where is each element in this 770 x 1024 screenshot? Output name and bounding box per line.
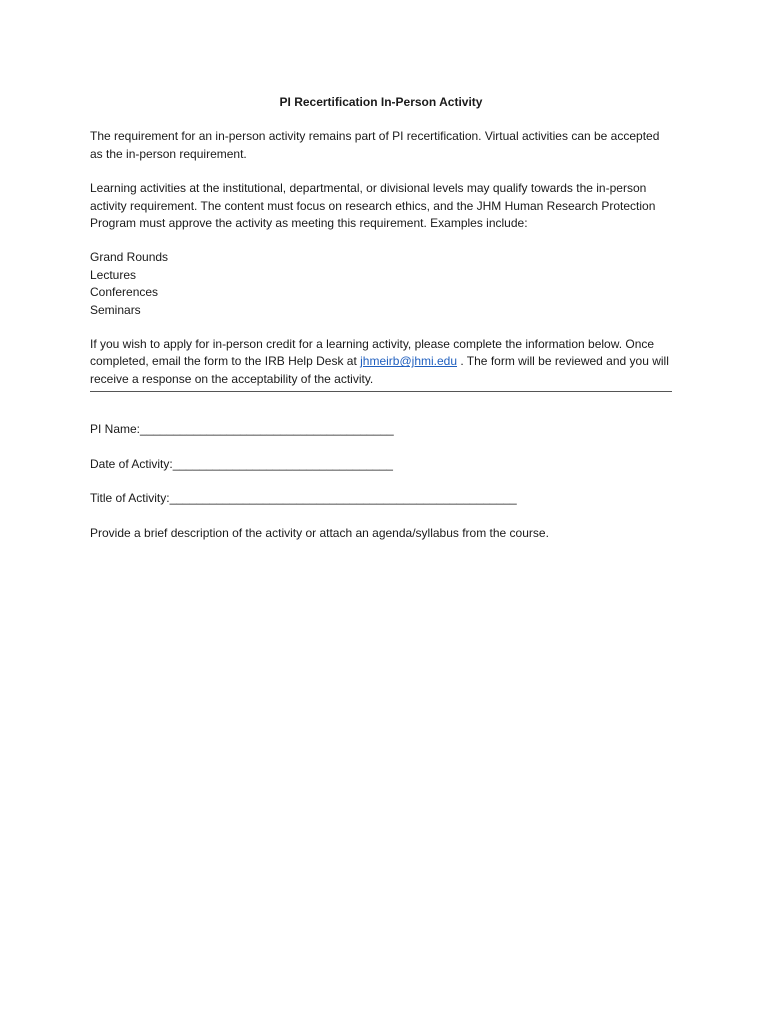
examples-list [90,249,672,319]
date-of-activity-field[interactable]: Date of Activity:_________________________________ [90,456,393,471]
paragraph-apply-instructions [90,336,672,388]
paragraph-learning-activities: Learning activities at the institutional, departmental, or divisional levels may qualify towards the in-person activity requirement. The content must focus on research ethics, and the JHM Human Research Protection Program must approve the activity as meeting this requirement. Examples include: [90,181,656,231]
list-item: Grand Rounds [90,250,169,265]
apply-text-after: . The form will be reviewed and you will receive a response on the acceptability of the activity. [90,354,669,386]
document-title: PI Recertification In-Person Activity [279,95,483,109]
list-item: Lectures [90,267,137,282]
title-of-activity-field[interactable]: Title of Activity:____________________________________________________ [90,491,517,506]
pi-name-field[interactable]: PI Name:______________________________________ [90,422,394,437]
list-item: Conferences [90,285,159,300]
list-item: Seminars [90,302,141,317]
paragraph-requirement: The requirement for an in-person activity remains part of PI recertification. Virtual activities can be accepted as the in-person requirement. [90,129,660,161]
email-link[interactable]: jhmeirb@jhmi.edu [360,354,458,369]
description-prompt: Provide a brief description of the activity or attach an agenda/syllabus from the course. [90,525,549,540]
document-content [90,94,672,559]
horizontal-divider [90,391,672,392]
apply-text-before: If you wish to apply for in-person credit for a learning activity, please complete the information below. Once completed, email the form to the IRB Help Desk at [90,337,655,369]
